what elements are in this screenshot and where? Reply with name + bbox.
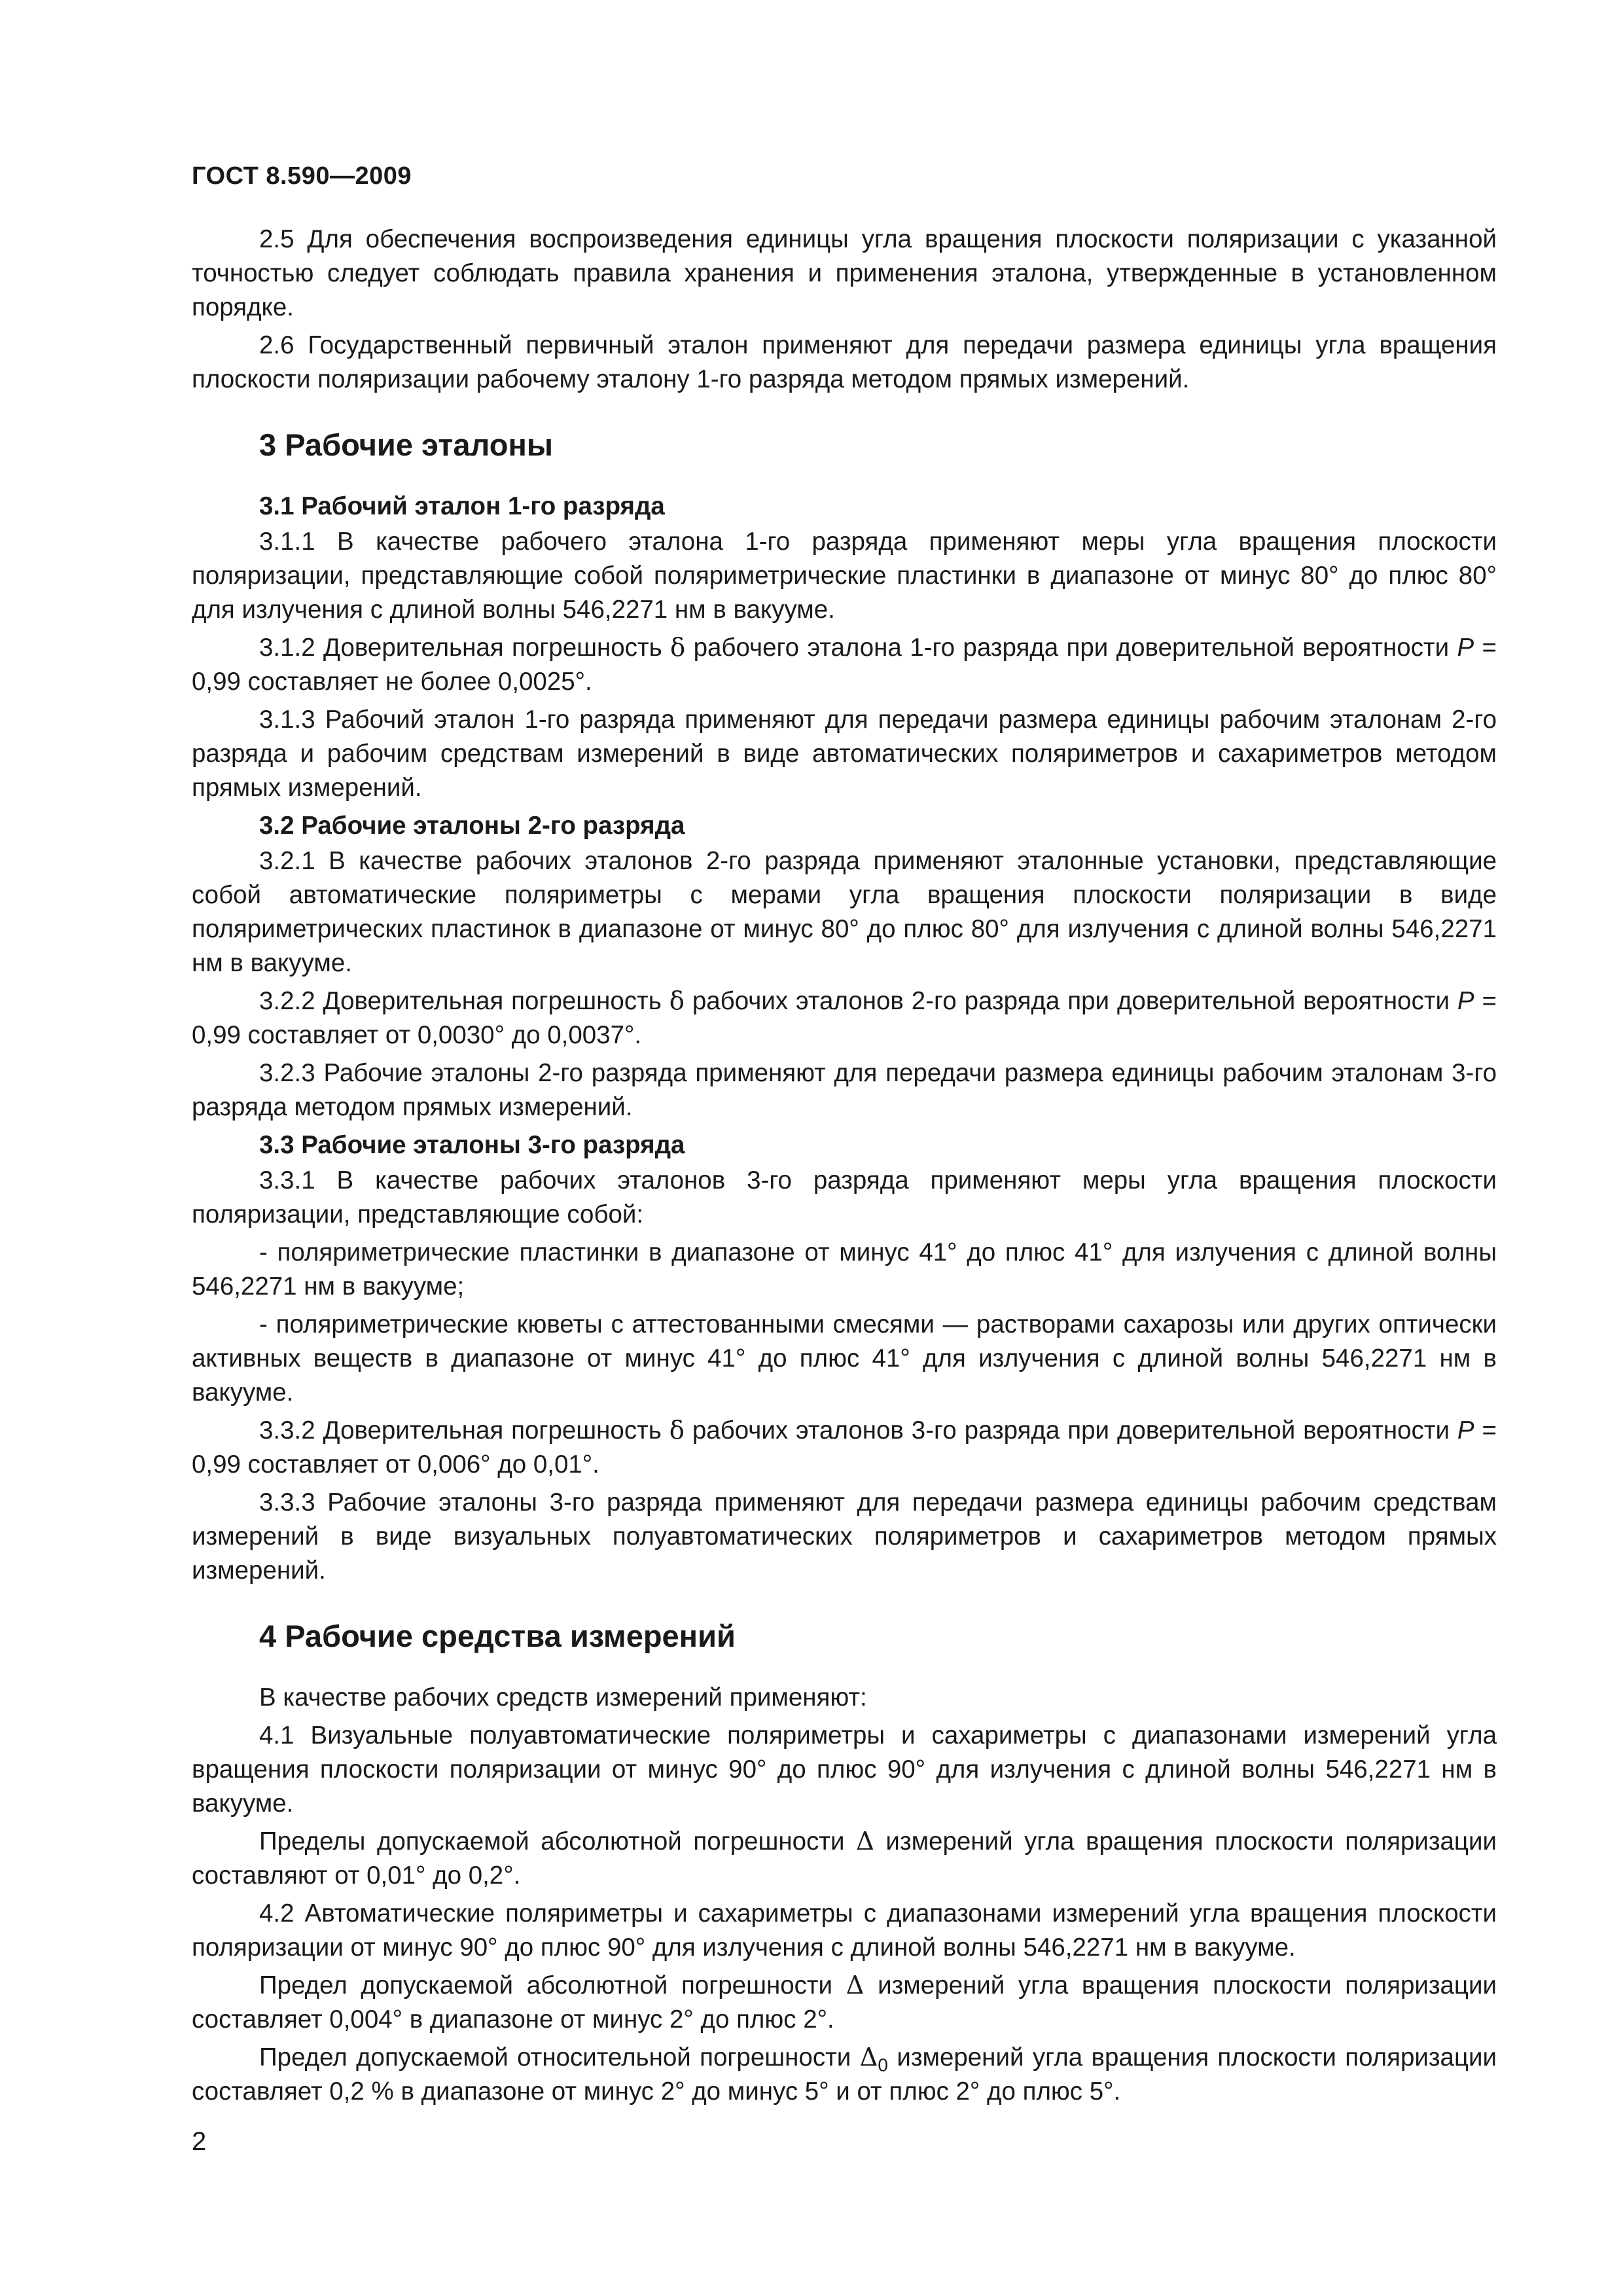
delta-symbol: δ [670, 633, 686, 662]
paragraph-3-3-3: 3.3.3 Рабочие эталоны 3-го разряда применяют для передачи размера единицы рабочим средствам измерений в виде визуальных полуавтоматических поляриметров и сахариметров методом прямых измерений. [192, 1488, 1497, 1585]
capital-delta-symbol: Δ [846, 1971, 865, 2000]
p-variable: P [1457, 634, 1474, 662]
section-3-heading: 3 Рабочие эталоны [259, 427, 553, 462]
paragraph-3-1-3: 3.1.3 Рабочий эталон 1-го разряда применяют для передачи размера единицы рабочим эталонам 2-го разряда и рабочим средствам измерений в виде автоматических поляриметров и сахариметров методом прямых измерений. [192, 706, 1497, 802]
p-variable: P [1457, 987, 1474, 1015]
document-body [192, 223, 1497, 2113]
paragraph-4-1-limits: Пределы допускаемой абсолютной погрешности Δ измерений угла вращения плоскости поляризации составляют от 0,01° до 0,2°. [192, 1827, 1497, 1890]
subsection-3-3-title: 3.3 Рабочие эталоны 3-го разряда [259, 1131, 685, 1159]
paragraph-2-5: 2.5 Для обеспечения воспроизведения единицы угла вращения плоскости поляризации с указанной точностью следует соблюдать правила хранения и применения эталона, утвержденные в установленном порядке. [192, 225, 1497, 321]
document-code-header: ГОСТ 8.590—2009 [192, 162, 412, 190]
delta-subscript: 0 [878, 2054, 888, 2075]
paragraph-3-3-1: 3.3.1 В качестве рабочих эталонов 3-го разряда применяют меры угла вращения плоскости поляризации, представляющие собой: [192, 1166, 1497, 1229]
paragraph-3-2-2: 3.2.2 Доверительная погрешность δ рабочих эталонов 2-го разряда при доверительной вероятности P = 0,99 составляет от 0,0030° до 0,0037°. [192, 986, 1497, 1049]
paragraph-3-2-3: 3.2.3 Рабочие эталоны 2-го разряда применяют для передачи размера единицы рабочим эталонам 3-го разряда методом прямых измерений. [192, 1059, 1497, 1121]
paragraph-3-3-2: 3.3.2 Доверительная погрешность δ рабочих эталонов 3-го разряда при доверительной вероятности P = 0,99 составляет от 0,006° до 0,01°. [192, 1416, 1497, 1479]
page-number: 2 [192, 2127, 207, 2156]
section-4-heading: 4 Рабочие средства измерений [259, 1619, 736, 1653]
paragraph-4-intro: В качестве рабочих средств измерений применяют: [259, 1683, 867, 1712]
list-item-cuvettes: - поляриметрические кюветы с аттестованными смесями — растворами сахарозы или других оптически активных веществ в диапазоне от минус 41° до плюс 41° для излучения с длиной волны 546,2271 нм в вакууме. [192, 1310, 1497, 1407]
capital-delta-symbol: Δ [859, 2043, 878, 2072]
paragraph-3-1-2: 3.1.2 Доверительная погрешность δ рабочего эталона 1-го разряда при доверительной вероятности P = 0,99 составляет не более 0,0025°. [192, 633, 1497, 696]
subsection-3-2-title: 3.2 Рабочие эталоны 2-го разряда [259, 812, 685, 840]
paragraph-2-6: 2.6 Государственный первичный эталон применяют для передачи размера единицы угла вращения плоскости поляризации рабочему эталону 1-го разряда методом прямых измерений. [192, 331, 1497, 393]
delta-symbol: δ [669, 1416, 685, 1445]
paragraph-3-2-1: 3.2.1 В качестве рабочих эталонов 2-го разряда применяют эталонные установки, представляющие собой автоматические поляриметры с мерами угла вращения плоскости поляризации в виде поляриметрических пластинок в диапазоне от минус 80° до плюс 80° для излучения с длиной волны 546,2271 нм в вакууме. [192, 847, 1497, 977]
paragraph-4-2-relative-limit: Предел допускаемой относительной погрешности $\Delta_0$ измерений угла вращения плоскости поляризации составляет 0,2 % в диапазоне от минус 2° до минус 5° и от плюс 2° до плюс 5°. [192, 2043, 1497, 2106]
p-variable: P [1457, 1416, 1474, 1444]
paragraph-3-1-1: 3.1.1 В качестве рабочего эталона 1-го разряда применяют меры угла вращения плоскости поляризации, представляющие собой поляриметрические пластинки в диапазоне от минус 80° до плюс 80° для излучения с длиной волны 546,2271 нм в вакууме. [192, 528, 1497, 624]
paragraph-4-2: 4.2 Автоматические поляриметры и сахариметры с диапазонами измерений угла вращения плоскости поляризации от минус 90° до плюс 90° для излучения с длиной волны 546,2271 нм в вакууме. [192, 1899, 1497, 1962]
paragraph-4-2-absolute-limit: Предел допускаемой абсолютной погрешности Δ измерений угла вращения плоскости поляризации составляет 0,004° в диапазоне от минус 2° до плюс 2°. [192, 1971, 1497, 2034]
paragraph-4-1: 4.1 Визуальные полуавтоматические поляриметры и сахариметры с диапазонами измерений угла вращения плоскости поляризации от минус 90° до плюс 90° для излучения с длиной волны 546,2271 нм в вакууме. [192, 1721, 1497, 1818]
capital-delta-symbol: Δ [856, 1827, 874, 1856]
list-item-plates: - поляриметрические пластинки в диапазоне от минус 41° до плюс 41° для излучения с длиной волны 546,2271 нм в вакууме; [192, 1238, 1497, 1300]
delta-symbol: δ [669, 986, 685, 1016]
subsection-3-1-title: 3.1 Рабочий эталон 1-го разряда [259, 492, 665, 520]
